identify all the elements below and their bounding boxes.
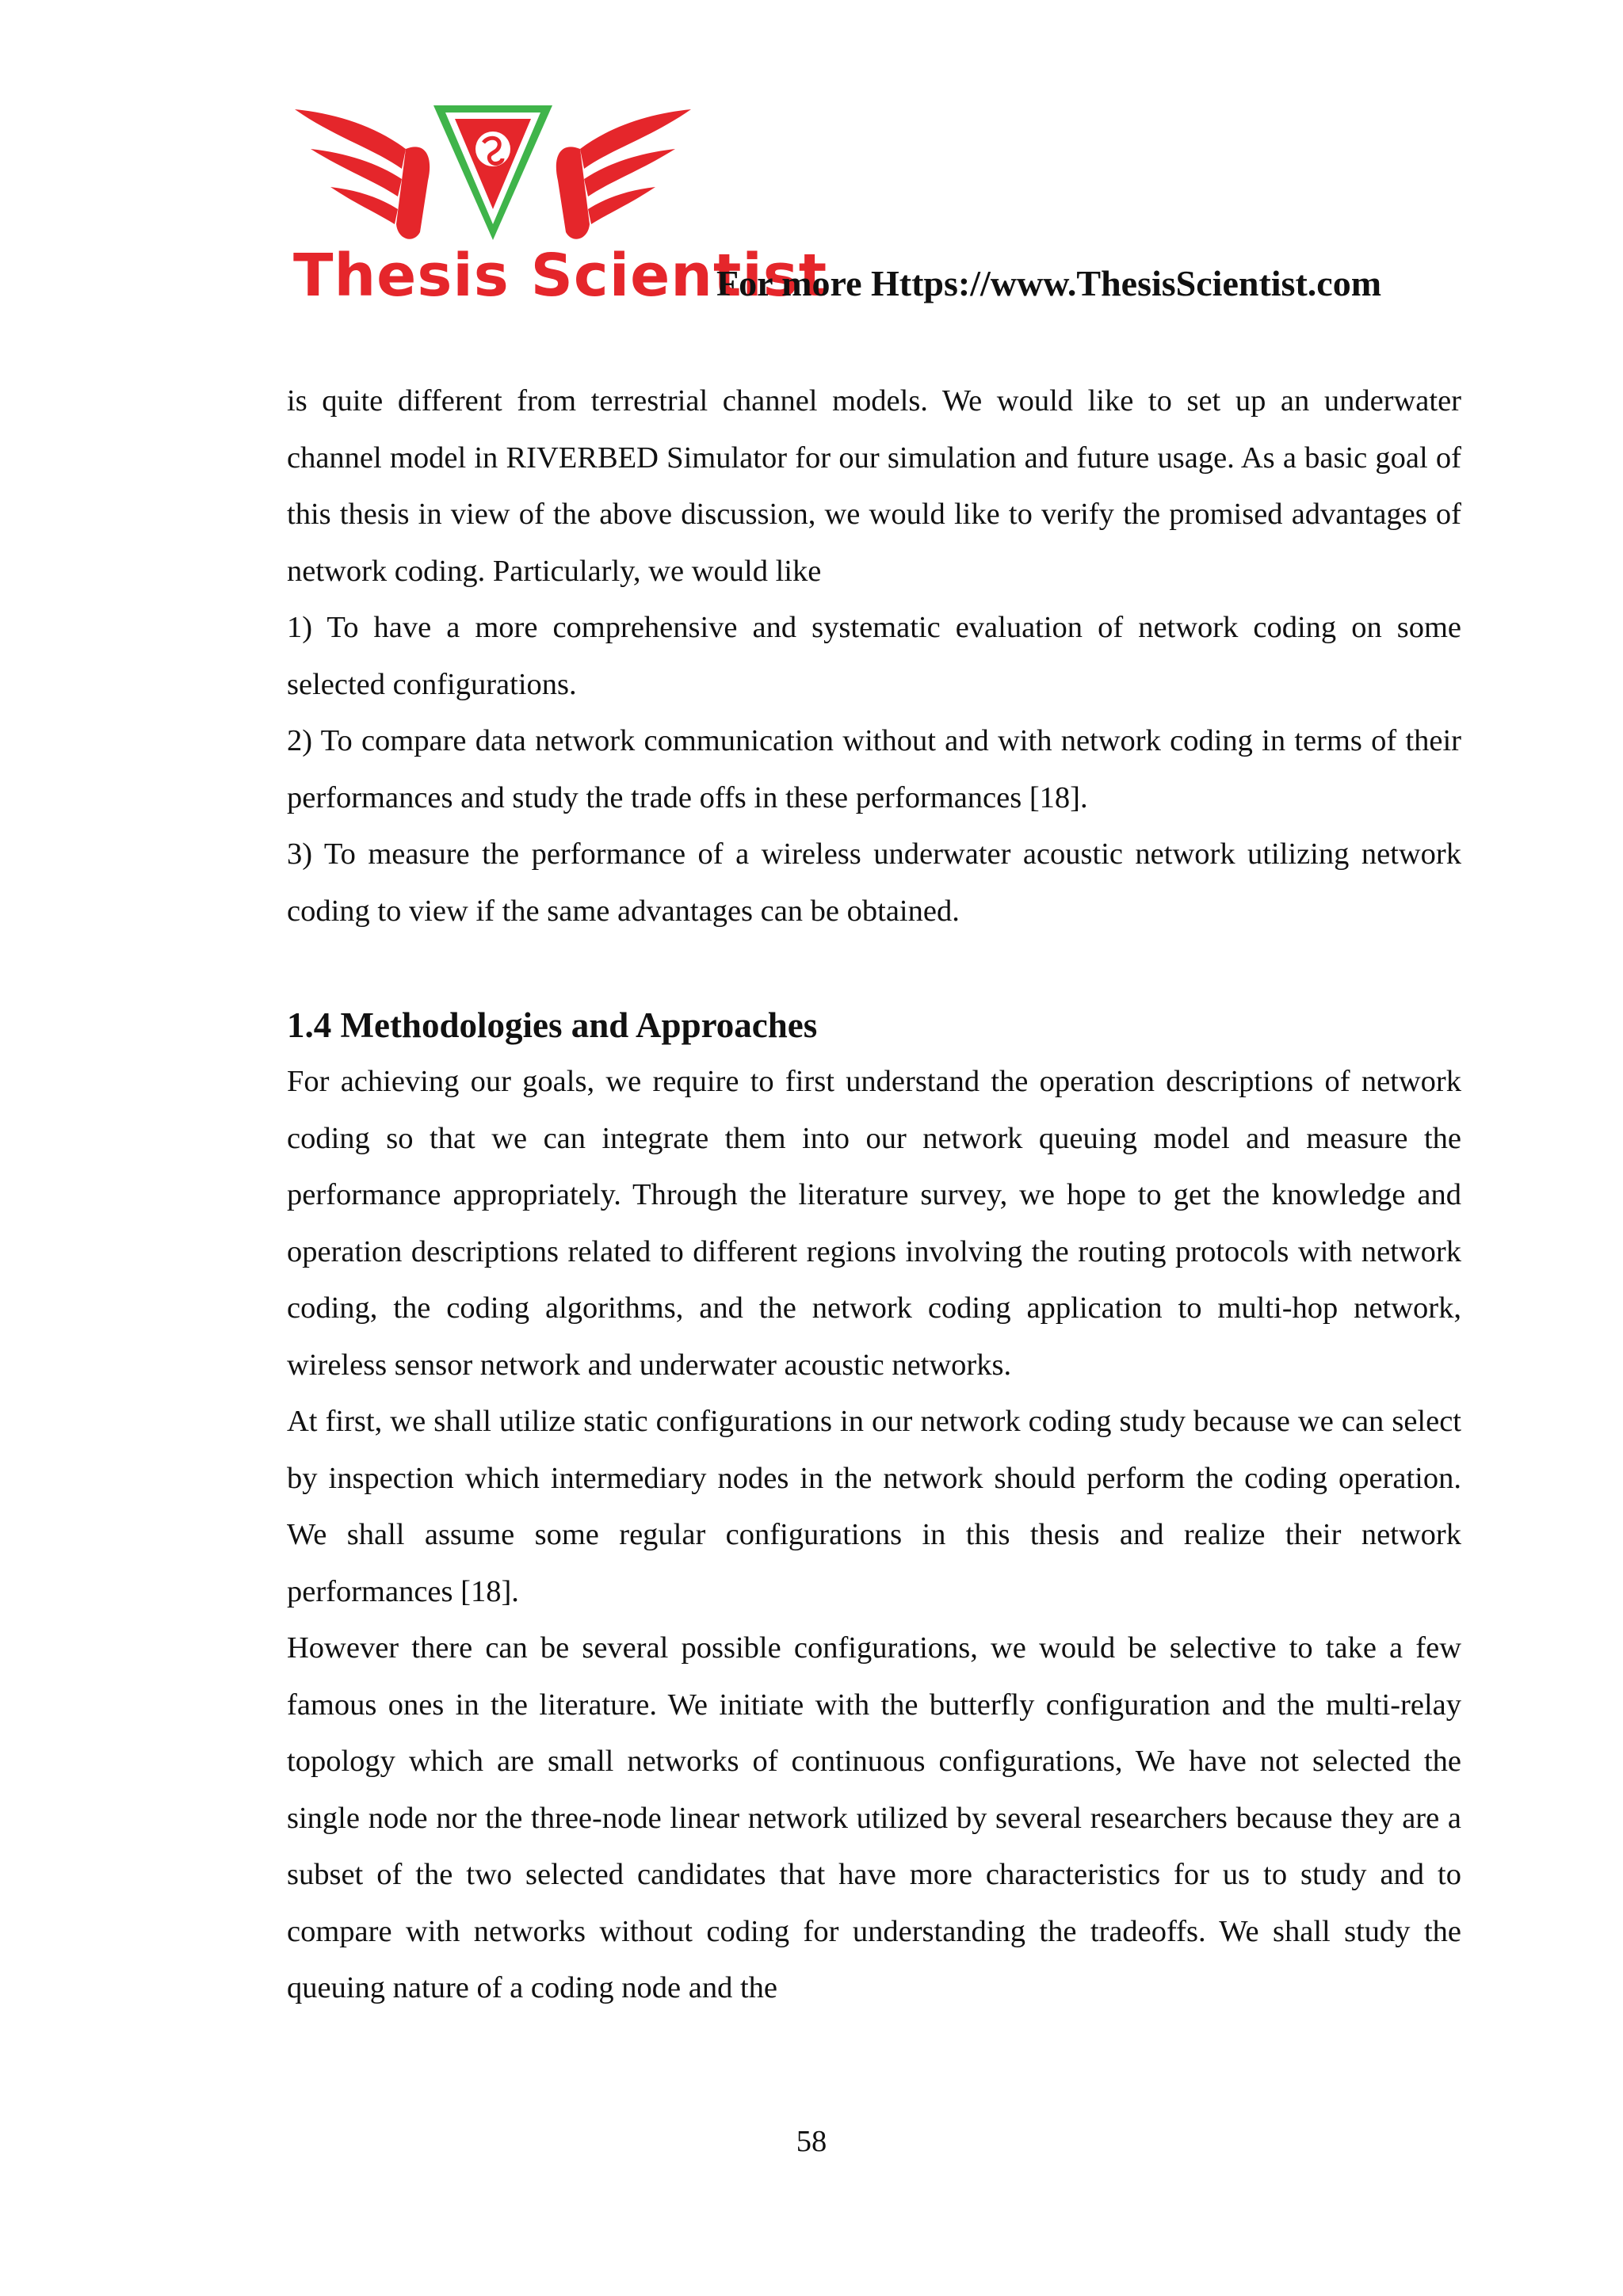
left-wing-icon — [295, 109, 430, 239]
right-wing-icon — [556, 109, 691, 239]
thesis-scientist-logo — [287, 93, 828, 310]
section-paragraph-3: However there can be several possible configurations, we would be selective to take a few famous ones in the literature. We initiate with the butterfly configuration and the multi-relay topology which are small networks of continuous configurations, We have not selected the single node nor the three-node linear network utilized by several researchers because they are a subset of the two selected candidates that have more characteristics for us to study and to compare with networks without coding for understanding the tradeoffs. We shall study the queuing nature of a coding node and the — [287, 1631, 1461, 2004]
main-content — [287, 373, 1461, 2017]
list-item-3: 3) To measure the performance of a wireless underwater acoustic network utilizing network coding to view if the same advantages can be obtained. — [287, 837, 1461, 928]
intro-paragraph: is quite different from terrestrial channel models. We would like to set up an underwater channel model in RIVERBED Simulator for our simulation and future usage. As a basic goal of this thesis in view of the above discussion, we would like to verify the promised advantages of network coding. Particularly, we would like — [287, 384, 1461, 588]
section-paragraph-1: For achieving our goals, we require to first understand the operation descriptions of network coding so that we can integrate them into our network queuing model and measure the performance appropriately. Through the literature survey, we hope to get the knowledge and operation descriptions related to different regions involving the routing protocols with network coding, the coding algorithms, and the network coding application to multi-hop network, wireless sensor network and underwater acoustic networks. — [287, 1065, 1461, 1382]
section-spacer — [287, 940, 1461, 997]
page-number: 58 — [796, 2125, 827, 2158]
list-item-2: 2) To compare data network communication without and with network coding in terms of their performances and study the trade offs in these performances [18]. — [287, 724, 1461, 814]
logo-wordmark: Thesis Scientist — [293, 242, 828, 310]
list-item-1: 1) To have a more comprehensive and systematic evaluation of network coding on some selected configurations. — [287, 611, 1461, 701]
section-heading: 1.4 Methodologies and Approaches — [287, 1005, 818, 1045]
triangle-emblem-icon — [433, 105, 552, 240]
header-website-link[interactable]: For more Https://www.ThesisScientist.com — [716, 263, 1382, 303]
section-paragraph-2: At first, we shall utilize static configurations in our network coding study because we can select by inspection which intermediary nodes in the network should perform the coding operation. We shall assume some regular configurations in this thesis and realize their network performances [18]. — [287, 1405, 1461, 1608]
